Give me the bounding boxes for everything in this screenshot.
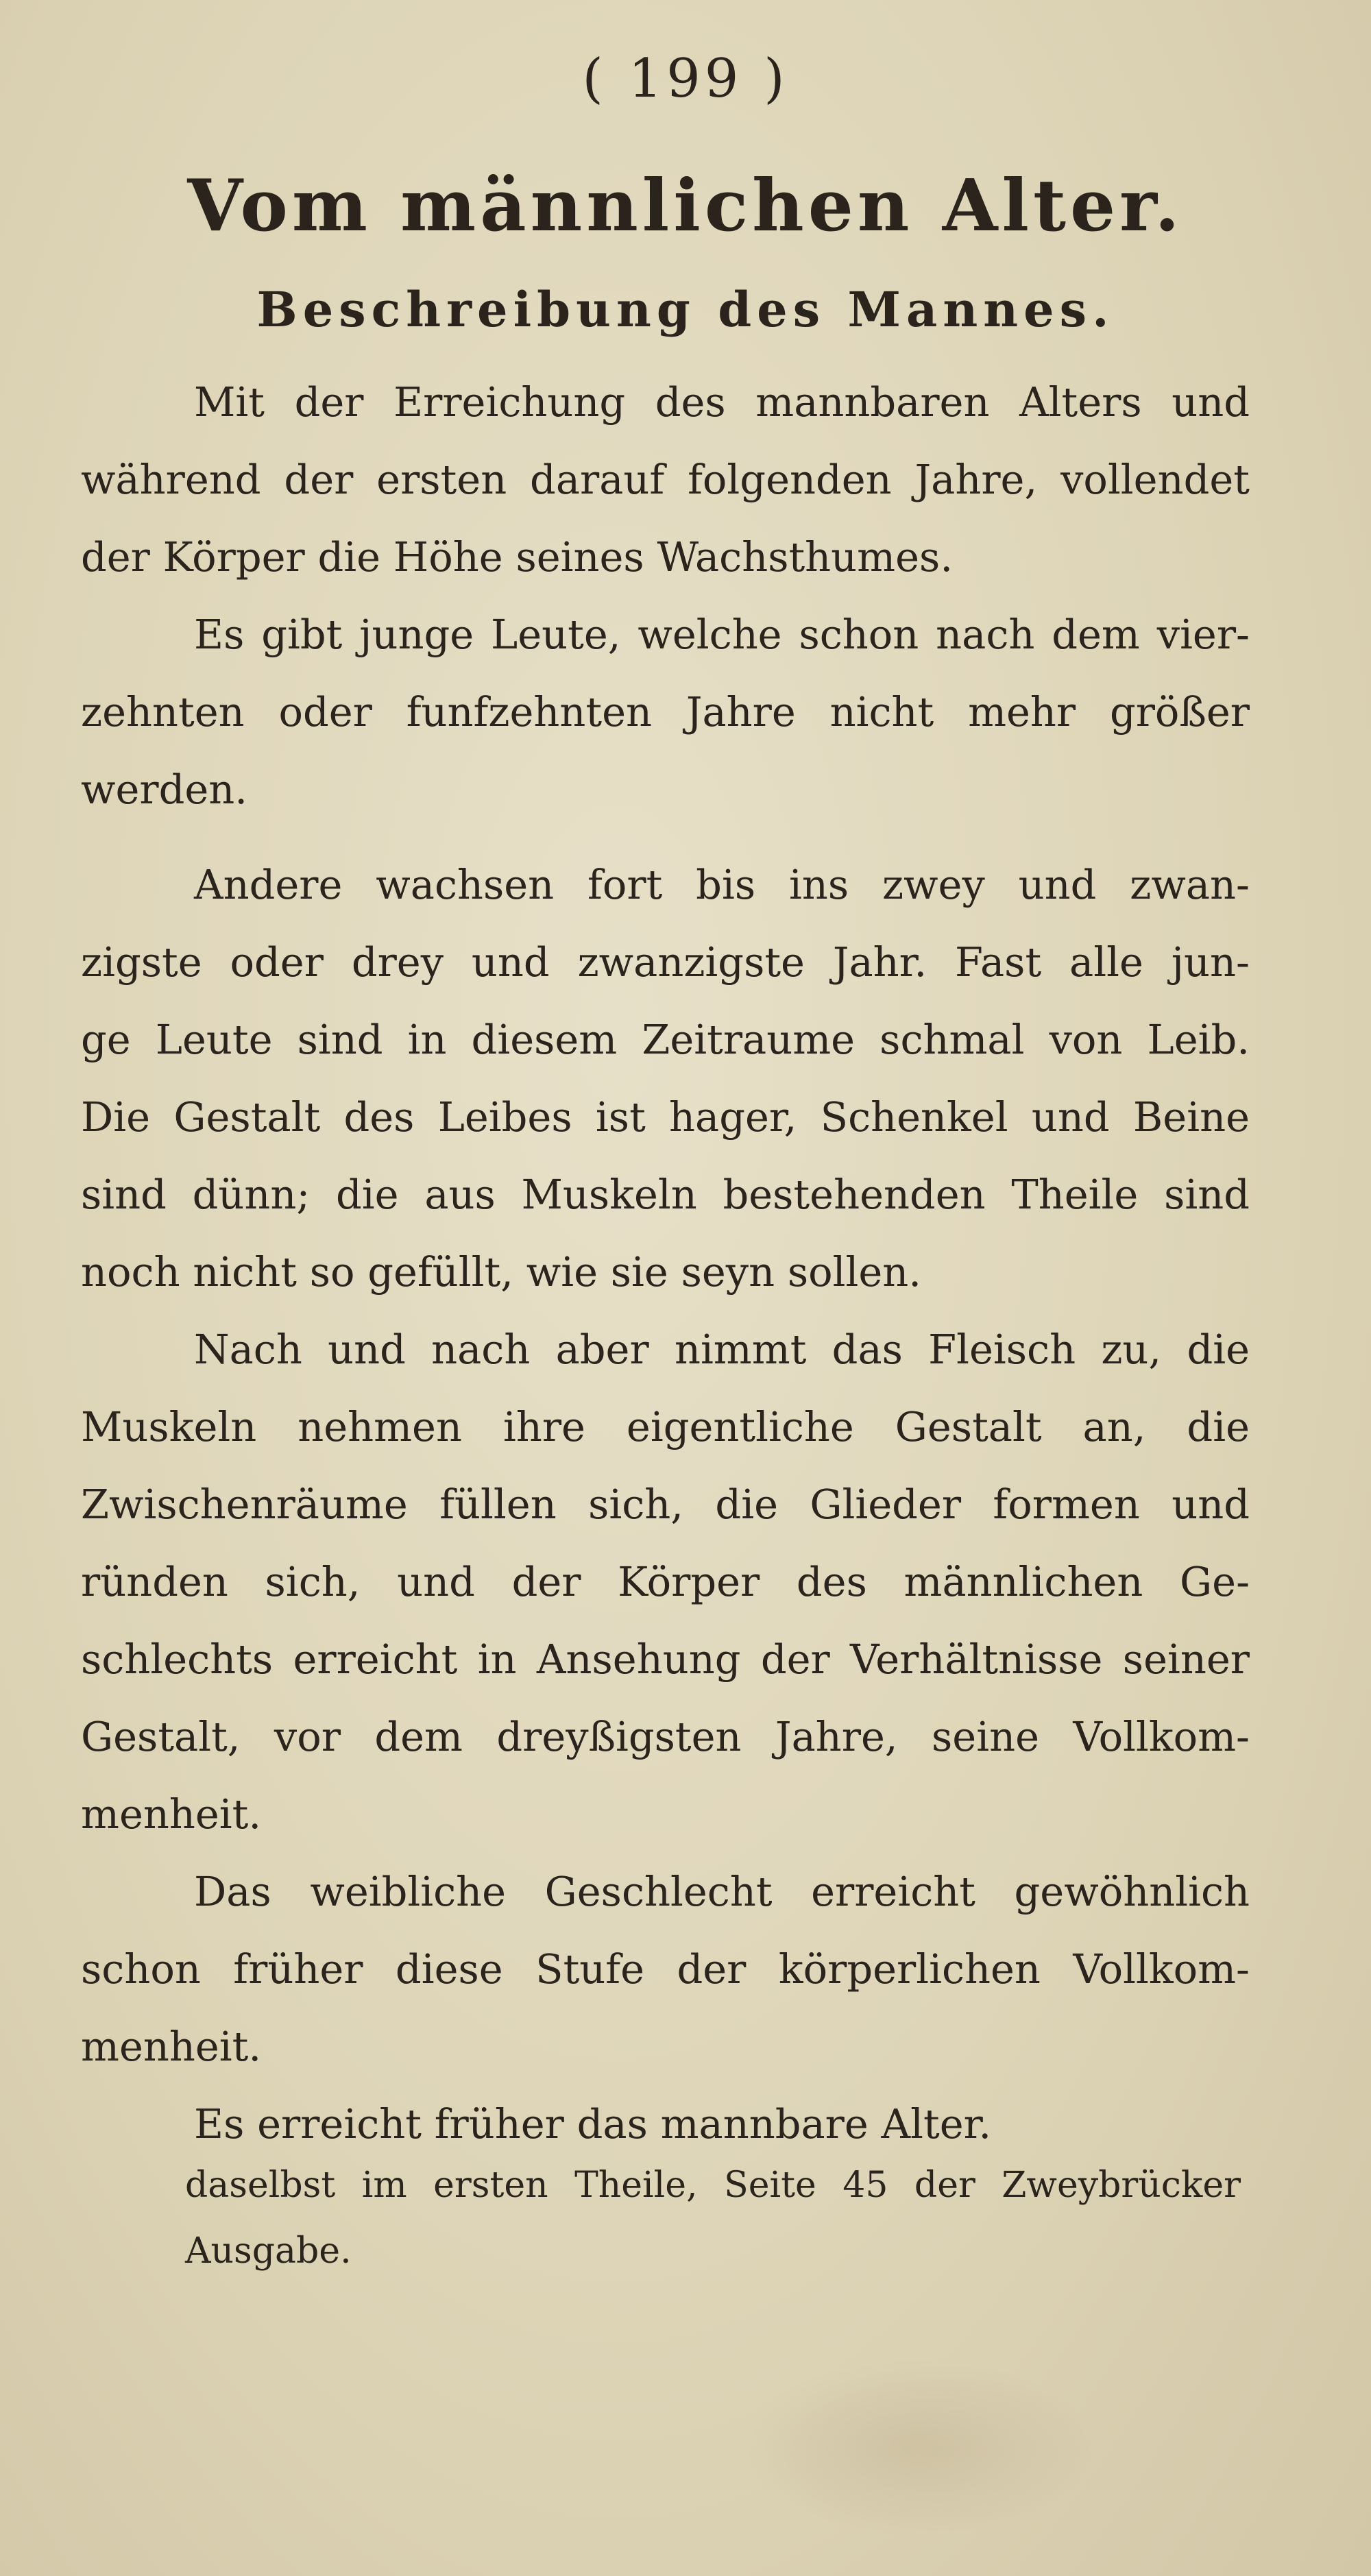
- text-line: Andere wachsen fort bis ins zwey und zwan-: [194, 861, 1250, 908]
- text-line: Das weibliche Geschlecht erreicht gewöhnlich: [194, 1868, 1250, 1915]
- text-line: sind dünn; die aus Muskeln bestehenden Theile sind: [81, 1171, 1250, 1218]
- text-line: zehnten oder funfzehnten Jahre nicht mehr größer: [81, 688, 1250, 736]
- text-line: während der ersten darauf folgenden Jahre, vollendet: [81, 456, 1250, 503]
- text-line: ründen sich, und der Körper des männlichen Ge-: [81, 1558, 1250, 1605]
- text-line: Muskeln nehmen ihre eigentliche Gestalt an, die: [81, 1403, 1250, 1450]
- text-line: schon früher diese Stufe der körperlichen Vollkom-: [81, 1945, 1250, 1993]
- text-line: Gestalt, vor dem dreyßigsten Jahre, seine Vollkom-: [81, 1713, 1250, 1760]
- text-line: ge Leute sind in diesem Zeitraume schmal von Leib.: [81, 1016, 1250, 1063]
- text-line: Die Gestalt des Leibes ist hager, Schenkel und Beine: [81, 1093, 1250, 1141]
- section-title: Beschreibung des Mannes.: [256, 281, 1115, 338]
- text-line: zigste oder drey und zwanzigste Jahr. Fast alle jun-: [81, 938, 1250, 986]
- body-text: [81, 363, 1250, 2163]
- paragraph: [81, 846, 1250, 1311]
- paragraph: [81, 2085, 1250, 2163]
- text-line: Es erreicht früher das mannbare Alter.: [194, 2100, 992, 2148]
- paragraph: [81, 1853, 1250, 2085]
- paragraph: [81, 363, 1250, 596]
- paper-stain: [740, 2358, 1097, 2536]
- text-line: Mit der Erreichung des mannbaren Alters und: [194, 378, 1250, 426]
- footnote-line: daselbst im ersten Theile, Seite 45 der Zweybrücker: [185, 2165, 1241, 2206]
- chapter-title: Vom männlichen Alter.: [187, 163, 1184, 247]
- text-line: der Körper die Höhe seines Wachsthumes.: [81, 533, 954, 581]
- footnote-line: Ausgabe.: [185, 2231, 352, 2272]
- text-line: menheit.: [81, 2023, 262, 2070]
- text-line: Zwischenräume füllen sich, die Glieder formen und: [81, 1481, 1250, 1528]
- text-line: menheit.: [81, 1790, 262, 1838]
- text-line: Es gibt junge Leute, welche schon nach dem vier-: [194, 611, 1250, 658]
- page-number: ( 199 ): [582, 48, 789, 110]
- text-line: werden.: [81, 766, 248, 813]
- text-line: schlechts erreicht in Ansehung der Verhältnisse seiner: [81, 1636, 1250, 1683]
- footnote: [185, 2152, 1241, 2284]
- text-line: Nach und nach aber nimmt das Fleisch zu, die: [194, 1326, 1250, 1373]
- text-line: noch nicht so gefüllt, wie sie seyn sollen.: [81, 1248, 922, 1296]
- paragraph: [81, 1311, 1250, 1853]
- paragraph: [81, 596, 1250, 828]
